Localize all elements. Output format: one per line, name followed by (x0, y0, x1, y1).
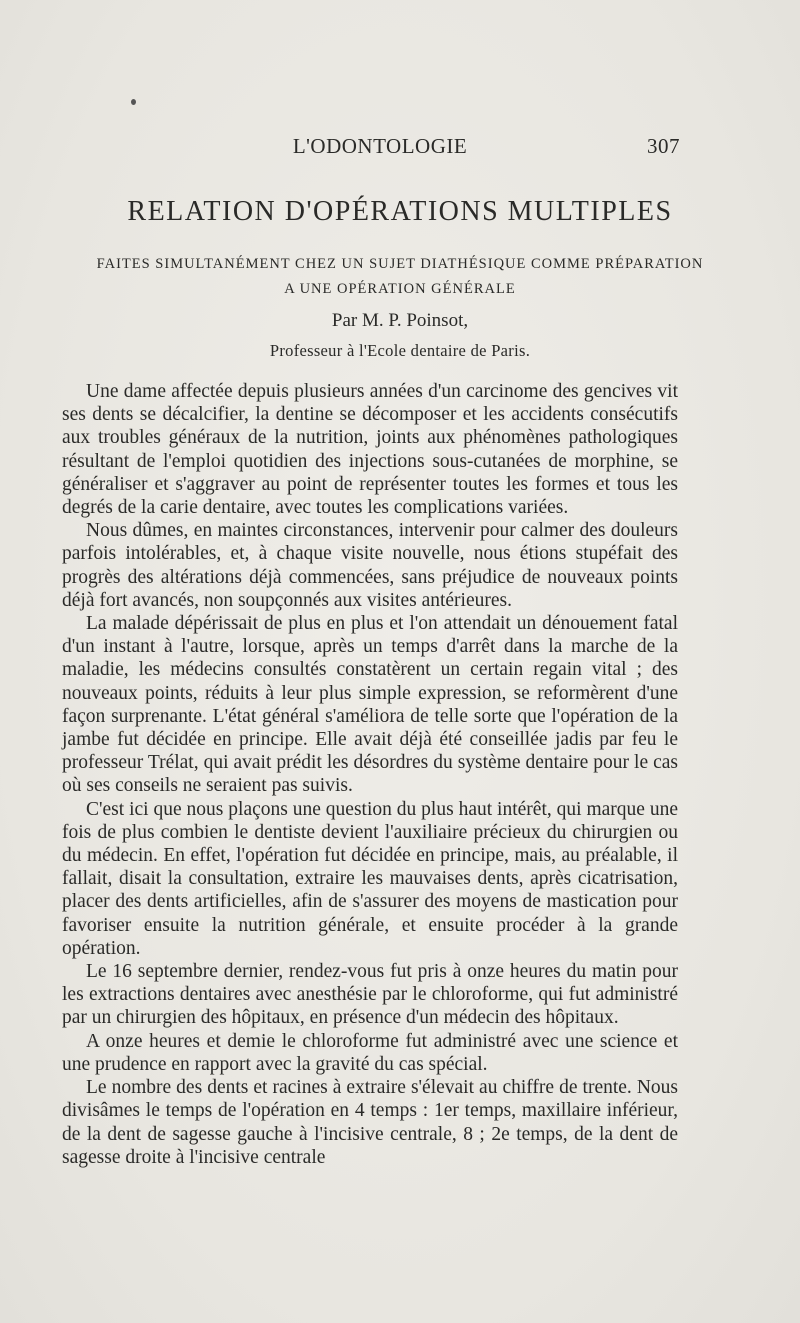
author-affiliation: Professeur à l'Ecole dentaire de Paris. (269, 341, 531, 360)
page-number: 307 (647, 134, 680, 158)
paragraph: C'est ici que nous plaçons une question du plus haut intérêt, qui marque une fois de plus combien le dentiste devient l'auxiliaire précieux du chirurgien ou du médecin. En effet, l'opération fut décidée en principe, mais, au préalable, il fallait, disait la consultation, extraire les mauvaises dents, après cicatrisation, placer des dents artificielles, afin de s'assurer des moyens de mastication pour favoriser ensuite la nutrition générale, et ensuite procéder à la grande opération. (62, 798, 678, 959)
paragraph: Une dame affectée depuis plusieurs années d'un carcinome des gencives vit ses dents se décalcifier, la dentine se décomposer et les accidents consécutifs aux troubles généraux de la nutrition, joints aux phénomènes pathologiques résultant de l'emploi quotidien des injections sous-cutanées de morphine, se généraliser et s'aggraver au point de représenter toutes les formes et tous les degrés de la carie dentaire, avec toutes les complications variées. (62, 381, 678, 519)
article-subtitle-line-1: FAITES SIMULTANÉMENT CHEZ UN SUJET DIATHÉSIQUE COMME PRÉPARATION (96, 256, 704, 272)
paragraph: A onze heures et demie le chloroforme fut administré avec une science et une prudence en rapport avec la gravité du cas spécial. (62, 1030, 678, 1075)
paragraph: Le 16 septembre dernier, rendez-vous fut pris à onze heures du matin pour les extractions dentaires avec anesthésie par le chloroforme, qui fut administré par un chirurgien des hôpitaux, en présence d'un médecin des hôpitaux. (62, 961, 678, 1029)
paragraph: Nous dûmes, en maintes circonstances, intervenir pour calmer des douleurs parfois intolérables, et, à chaque visite nouvelle, nous étions stupéfait des progrès des altérations déjà commencées, sans préjudice de nouveaux points déjà fort avancés, non soupçonnés aux visites antérieures. (62, 520, 678, 611)
paragraph: Le nombre des dents et racines à extraire s'élevait au chiffre de trente. Nous divisâmes le temps de l'opération en 4 temps : 1er temps, maxillaire inférieur, de la dent de sagesse gauche à l'incisive centrale, 8 ; 2e temps, de la dent de sagesse droite à l'incisive centrale (62, 1077, 678, 1168)
article-title: RELATION D'OPÉRATIONS MULTIPLES (127, 196, 673, 227)
article-subtitle-line-2: A UNE OPÉRATION GÉNÉRALE (284, 281, 516, 297)
running-title: L'ODONTOLOGIE (292, 134, 468, 158)
paragraph: La malade dépérissait de plus en plus et l'on attendait un dénouement fatal d'un instant à l'autre, lorsque, après un temps d'arrêt dans la marche de la maladie, les médecins consultés constatèrent un certain regain vital ; des nouveaux points, réduits à leur plus simple expression, se reformèrent d'une façon surprenante. L'état général s'améliora de telle sorte que l'opération de la jambe fut décidée en principe. Elle avait déjà été conseillée jadis par feu le professeur Trélat, qui avait prédit les désordres du système dentaire pour le cas où ses conseils ne seraient pas suivis. (62, 613, 678, 797)
article-body (62, 380, 678, 1169)
author-byline: Par M. P. Poinsot, (331, 310, 469, 331)
running-head (0, 134, 800, 164)
ink-speck (131, 99, 136, 105)
